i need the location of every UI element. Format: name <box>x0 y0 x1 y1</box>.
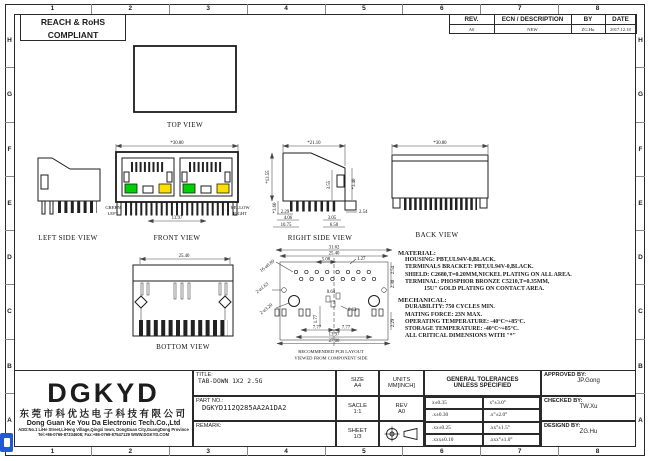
designed-label: DESIGND BY: <box>544 423 581 429</box>
led-right-label: RIGHT <box>232 211 248 216</box>
front-view <box>105 141 250 242</box>
pcb-label-line1: RECOMMENDED PCB LAYOUT <box>298 349 364 354</box>
left-side-view <box>38 158 100 242</box>
grid-col-label: 4 <box>248 4 326 14</box>
led-left-label: LEFT <box>107 211 119 216</box>
by-header: BY <box>571 14 606 25</box>
grid-col-label: 6 <box>403 4 481 14</box>
designed-cell <box>541 421 636 447</box>
front-width-dim: *30.80 <box>170 141 184 146</box>
pcb-c2-dim: 0.63 <box>348 308 357 313</box>
company-logo: DGKYD <box>47 377 160 408</box>
right-side-view <box>266 141 368 242</box>
back-view <box>392 141 488 239</box>
title-block <box>14 370 636 447</box>
right-d1-dim: *3.60 <box>273 202 278 214</box>
size-label: SIZE <box>351 377 364 383</box>
grid-row-label: A <box>7 416 12 424</box>
company-contact: Tel:+86-0769-87334608; Fax:+86-0769-87547129 WWW.DGKYD.COM <box>38 432 169 437</box>
part-no-label: PART NO.: <box>196 398 224 404</box>
grid-col-label: 3 <box>170 447 248 456</box>
led-green-label: GREEN <box>105 205 121 210</box>
right-height-dim: *13.55 <box>266 170 271 184</box>
front-view-label: FRONT VIEW <box>153 234 201 242</box>
title-cell <box>193 370 336 396</box>
grid-row-label: E <box>5 177 14 231</box>
grid-col-label: 5 <box>326 447 404 456</box>
material-title: MATERIAL: <box>398 250 436 257</box>
tolerance-value: x°±3.0° <box>483 397 541 409</box>
tolerance-value: .xxx±0.10 <box>425 434 483 446</box>
pcb-p2-dim: 1.27 <box>357 257 366 262</box>
sheet-cell <box>336 421 379 447</box>
right-d3-dim: *3.40 <box>352 178 357 190</box>
right-b3-dim: 10.75 <box>280 223 292 228</box>
scale-label: SACLE <box>347 402 367 409</box>
pcb-layout-view <box>255 246 396 361</box>
ecn-header: ECN / DESCRIPTION <box>494 14 572 25</box>
left-view-label: LEFT SIDE VIEW <box>38 234 98 242</box>
grid-row-label: H <box>636 14 645 68</box>
pcb-b2-dim: 7.77 <box>341 325 351 331</box>
material-line: TERMINAL: PHOSPHOR BRONZE C5210,T=0.35MM, <box>405 278 550 285</box>
overlay-app-icon[interactable] <box>0 433 13 452</box>
tolerance-value: .x±0.30 <box>425 409 483 421</box>
grid-row-label: G <box>5 68 14 122</box>
grid-col-label: 6 <box>403 447 481 456</box>
grid-col-label: 7 <box>481 4 559 14</box>
top-view <box>134 46 236 129</box>
grid-col-label: 4 <box>248 447 326 456</box>
grid-col-label: 1 <box>14 447 92 456</box>
pcb-b3-dim: 13.97 <box>328 332 340 338</box>
projection-symbol-icon <box>384 426 420 442</box>
grid-col-label: 1 <box>14 4 92 14</box>
bottom-view-label: BOTTOM VIEW <box>156 343 210 351</box>
tolerance-value: .xx±0.25 <box>425 422 483 434</box>
projection-cell <box>379 421 424 447</box>
title-value: TAB-DOWN 1X2 2.5G <box>198 378 263 385</box>
mechanical-line: MATING FORCE: 23N MAX. <box>405 311 483 318</box>
tolerance-value: .xx°±1.5° <box>483 422 541 434</box>
pcb-r3-dim: 2.29 <box>391 318 396 328</box>
material-line: 15U" GOLD PLATING ON CONTACT AREA. <box>424 286 545 293</box>
units-value: MM[INCH] <box>387 383 416 389</box>
sheet-label: SHEET <box>347 428 368 434</box>
grid-row-label: B <box>5 340 14 394</box>
mechanical-line: DURABILITY: 750 CYCLES MIN. <box>405 304 495 311</box>
pcb-p1-dim: 5.08 <box>321 257 331 263</box>
right-b4-dim: 3.05 <box>327 216 337 221</box>
grid-row-label: F <box>636 123 645 177</box>
tolerance-value: .x°±2.0° <box>483 409 541 421</box>
remark-cell <box>193 421 336 447</box>
right-b6-dim: 2.54 <box>359 210 368 215</box>
grid-row-label: F <box>5 123 14 177</box>
right-d2-dim: 3.55 <box>327 180 332 190</box>
company-block <box>14 370 193 447</box>
pcb-b4-dim: 27.00 <box>328 339 340 344</box>
led-yellow-label: YELLOW <box>230 205 250 210</box>
bottom-view <box>133 254 233 351</box>
right-b5-dim: 6.50 <box>329 223 339 228</box>
title-label: TITLE: <box>196 372 213 378</box>
grid-row-label: D <box>636 231 645 285</box>
scale-value: 1:1 <box>353 408 362 415</box>
grid-col-label: 7 <box>481 447 559 456</box>
company-name-en: Dong Guan Ke You Da Electronic Tech.Co.,Ltd <box>26 419 181 427</box>
grid-row-label: B <box>636 340 645 394</box>
date-value: 2017.12.18 <box>605 24 637 34</box>
mechanical-title: MECHANICAL: <box>398 297 447 305</box>
checked-value: TW.Xu <box>579 404 598 410</box>
pcb-h1-label: 16-ø0.89 <box>259 259 277 274</box>
checked-cell <box>541 396 636 421</box>
by-value: ZG.Hu <box>571 24 606 34</box>
material-line: SHIELD: C2680,T=0.20MM,NICKEL PLATING ON ALL AREA. <box>405 271 572 278</box>
tolerance-value: x±0.35 <box>425 397 483 409</box>
pcb-b1-dim: 7.77 <box>312 325 322 331</box>
rev-value2: A0 <box>397 408 406 415</box>
date-header: DATE <box>605 14 637 25</box>
part-no-value: DGKYD112Q285AA2A1DA2 <box>202 404 287 412</box>
pcb-r2-dim: 2.30 <box>391 279 396 289</box>
size-cell <box>336 370 379 396</box>
top-view-label: TOP VIEW <box>167 121 203 129</box>
approved-label: APPROVED BY: <box>544 372 587 378</box>
tolerance-table <box>424 396 541 447</box>
grid-row-label: E <box>636 177 645 231</box>
grid-row-label: D <box>5 231 14 285</box>
front-pitch-dim: 13.97 <box>171 216 183 221</box>
grid-col-label: 8 <box>595 448 600 455</box>
tolerance-value: .xxx°±1.0° <box>483 434 541 446</box>
size-value: A4 <box>353 383 362 389</box>
compliance-line1: REACH & RoHS <box>40 17 106 27</box>
pcb-c3-dim: 1.77 <box>314 314 319 324</box>
grid-col-label: 5 <box>326 4 404 14</box>
back-width-dim: *30.80 <box>433 141 447 146</box>
overlay-app-icon-glyph <box>4 438 10 447</box>
material-line: HOUSING: PBT,UL94V-0,BLACK. <box>405 257 496 264</box>
right-b1-dim: 2.29 <box>280 210 290 215</box>
mechanical-line: ALL CRITICAL DIMENSIONS WITH "*" <box>405 333 516 340</box>
pcb-r1-dim: 2.54 <box>391 265 396 275</box>
sheet-value: 1/3 <box>353 434 362 440</box>
pcb-h3-label: 2-ø3.20 <box>259 303 275 317</box>
grid-col-label: 8 <box>595 5 600 12</box>
pcb-h2-label: 2-ø1.63 <box>255 282 271 296</box>
company-address: ADD:No.1 LiHe Street,LiHeng Village,Qingxi town, DongGuan City,GuangDong Province <box>18 426 189 432</box>
rev-label: REV <box>395 402 408 409</box>
grid-row-label: A <box>638 416 643 424</box>
approved-value: JP.Gong <box>577 378 600 384</box>
material-line: TERMINALS BRACKET: PBT,UL94V-0,BLACK. <box>405 264 534 271</box>
rev-value: A0 <box>449 24 495 34</box>
led-green-port2 <box>183 184 195 193</box>
right-b2-dim: 4.06 <box>283 216 293 221</box>
compliance-line2: COMPLIANT <box>47 30 99 40</box>
grid-row-label: G <box>636 68 645 122</box>
ecn-value: NEW <box>494 24 572 34</box>
units-label: UNITS <box>392 377 411 383</box>
rev-header: REV. <box>449 14 495 25</box>
approved-cell <box>541 370 636 396</box>
right-view-label: RIGHT SIDE VIEW <box>287 234 353 242</box>
tolerance-header-line1: GENERAL TOLERANCES <box>446 377 519 383</box>
grid-col-label: 3 <box>170 4 248 14</box>
right-depth-dim: *21.10 <box>307 141 321 146</box>
grid-row-label: C <box>636 285 645 339</box>
pcb-c1-dim: 0.64 <box>326 290 336 295</box>
grid-row-label: C <box>5 285 14 339</box>
notes-block <box>398 250 594 340</box>
grid-row-label: H <box>5 14 14 68</box>
units-cell <box>379 370 424 396</box>
pcb-w1-dim: 31.62 <box>328 245 340 251</box>
tolerance-header-line2: UNLESS SPECIFIED <box>453 383 512 389</box>
mechanical-line: OPERATING TEMPERATURE: -40°C~+85°C. <box>405 318 526 325</box>
rev-cell <box>379 396 424 421</box>
back-view-label: BACK VIEW <box>415 231 459 239</box>
grid-col-label: 2 <box>92 4 170 14</box>
led-yellow-port2 <box>217 184 229 193</box>
led-yellow-port1 <box>159 184 171 193</box>
part-no-cell <box>193 396 336 421</box>
scale-cell <box>336 396 379 421</box>
designed-value: ZG.Hu <box>579 429 598 435</box>
led-green-port1 <box>125 184 137 193</box>
grid-col-label: 2 <box>92 447 170 456</box>
company-name-cn: 东莞市科优达电子科技有限公司 <box>19 408 188 420</box>
mechanical-line: STORAGE TEMPERATURE: -40°C~+85°C. <box>405 326 519 333</box>
pcb-w2-dim: 25.40 <box>328 251 340 257</box>
remark-label: REMARK: <box>196 423 222 429</box>
pcb-label-line2: VIEWED FROM COMPONENT SIDE <box>294 355 368 361</box>
bottom-width-dim: 25.40 <box>178 254 190 259</box>
checked-label: CHECKED BY: <box>544 398 583 404</box>
tolerance-header <box>424 370 541 396</box>
